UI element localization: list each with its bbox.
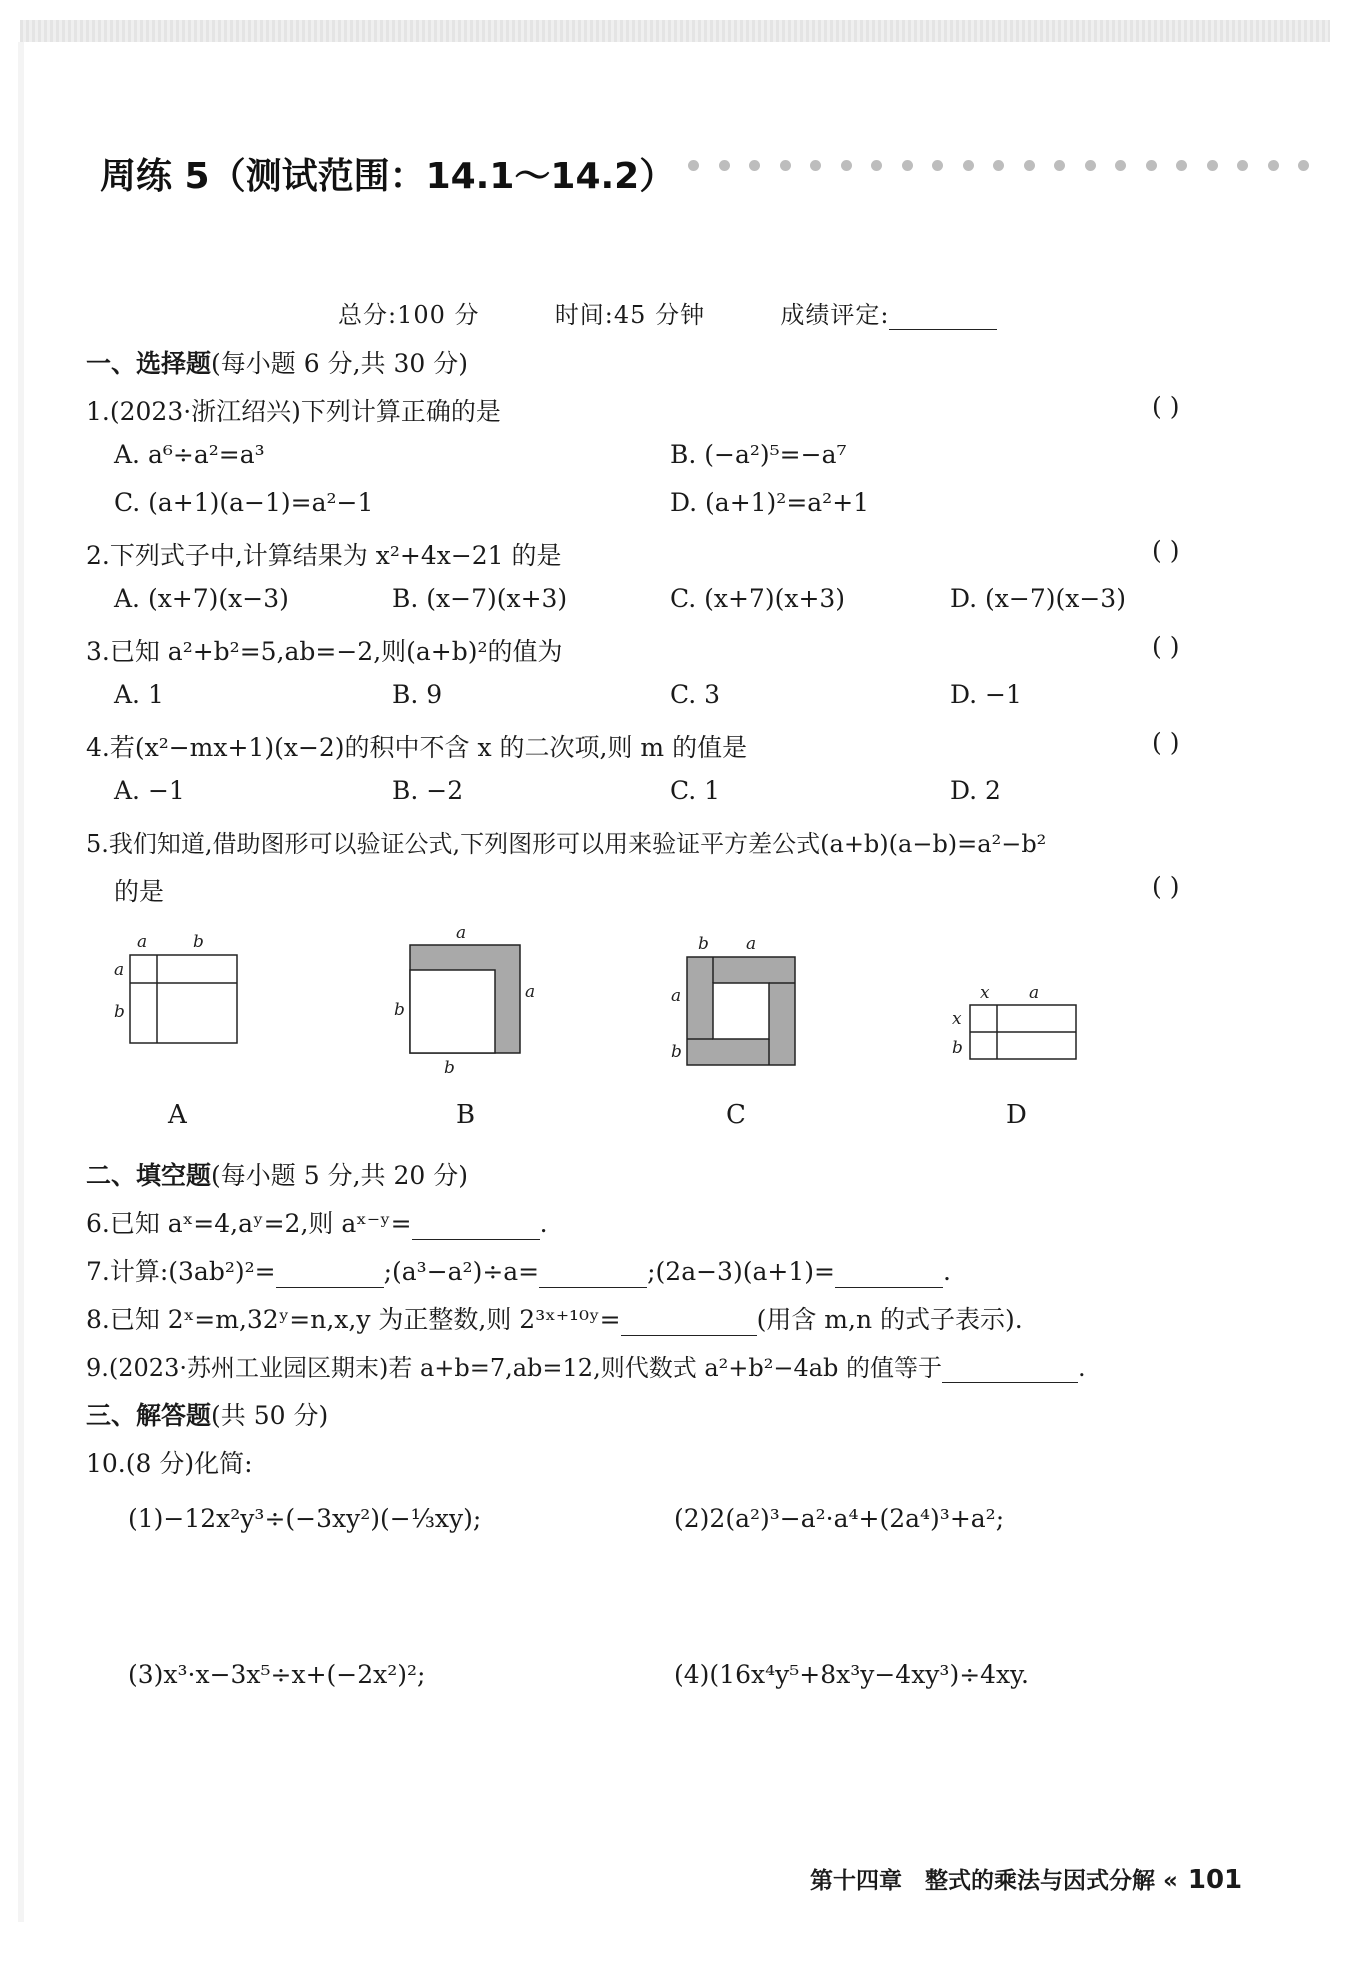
- scan-top-strip: [20, 20, 1330, 42]
- question-10-part-2: (2)2(a²)³−a²·a⁴+(2a⁴)³+a²;: [674, 1504, 1005, 1533]
- figure-a[interactable]: [114, 932, 237, 1043]
- figure-b-label-left-b: b: [394, 1000, 405, 1020]
- question-3-stem: 3.已知 a²+b²=5,ab=−2,则(a+b)²的值为: [86, 637, 563, 666]
- figure-b-label-bottom-b: b: [444, 1058, 455, 1075]
- question-7-blank-1[interactable]: [276, 1261, 384, 1288]
- figure-b[interactable]: [394, 925, 535, 1075]
- grade-label: 成绩评定:: [780, 301, 890, 329]
- question-3-option-a[interactable]: A. 1: [114, 680, 164, 709]
- question-5-figures: [100, 925, 1140, 1075]
- question-2-option-d[interactable]: D. (x−7)(x−3): [950, 584, 1126, 613]
- question-3-option-b[interactable]: B. 9: [392, 680, 443, 709]
- figure-a-label-left-b: b: [114, 1002, 125, 1022]
- question-1-option-b[interactable]: B. (−a²)⁵=−a⁷: [670, 440, 847, 469]
- score-line: [338, 295, 997, 330]
- question-4-option-a[interactable]: A. −1: [114, 776, 185, 805]
- answer-paren-5[interactable]: ( ): [1152, 872, 1180, 901]
- question-3-option-d[interactable]: D. −1: [950, 680, 1022, 709]
- question-8: 8.已知 2ˣ=m,32ʸ=n,x,y 为正整数,则 2³ˣ⁺¹⁰ʸ= (用含 m,n 的式子表示).: [86, 1305, 1023, 1334]
- answer-paren-3[interactable]: ( ): [1152, 632, 1180, 661]
- time-limit: 时间:45 分钟: [554, 301, 706, 329]
- figure-c-label-top-a: a: [746, 934, 757, 954]
- question-4-option-c[interactable]: C. 1: [670, 776, 721, 805]
- question-1-option-a[interactable]: A. a⁶÷a²=a³: [114, 440, 265, 469]
- figure-c[interactable]: [671, 934, 795, 1065]
- title-dot-leader: [688, 160, 1309, 171]
- question-2-stem: 2.下列式子中,计算结果为 x²+4x−21 的是: [86, 541, 562, 570]
- question-5-stem-continued: 的是: [114, 877, 165, 906]
- scan-left-edge: [18, 42, 24, 1922]
- question-9-blank[interactable]: [942, 1357, 1078, 1383]
- question-9: 9.(2023·苏州工业园区期末)若 a+b=7,ab=12,则代数式 a²+b²−4ab 的值等于 .: [86, 1354, 1086, 1382]
- question-7-blank-3[interactable]: [835, 1261, 943, 1288]
- figure-d[interactable]: [952, 983, 1076, 1059]
- figure-b-caption[interactable]: B: [456, 1100, 476, 1130]
- question-1-option-c[interactable]: C. (a+1)(a−1)=a²−1: [114, 488, 374, 517]
- question-10-part-3: (3)x³·x−3x⁵÷x+(−2x²)²;: [128, 1660, 426, 1689]
- question-4-stem: 4.若(x²−mx+1)(x−2)的积中不含 x 的二次项,则 m 的值是: [86, 733, 748, 762]
- section-1-heading: 一、选择题(每小题 6 分,共 30 分): [86, 349, 468, 378]
- question-6-blank[interactable]: [412, 1213, 540, 1240]
- grade-blank[interactable]: [889, 304, 997, 330]
- figure-a-label-top-b: b: [193, 932, 204, 952]
- question-4-option-b[interactable]: B. −2: [392, 776, 464, 805]
- figure-d-label-top-a: a: [1029, 983, 1040, 1003]
- figure-d-caption[interactable]: D: [1006, 1100, 1027, 1130]
- answer-paren-4[interactable]: ( ): [1152, 728, 1180, 757]
- figure-c-label-left-a: a: [671, 986, 682, 1006]
- question-10-part-4: (4)(16x⁴y⁵+8x³y−4xy³)÷4xy.: [674, 1660, 1029, 1689]
- page-footer: [810, 1862, 1242, 1895]
- question-5-stem: 5.我们知道,借助图形可以验证公式,下列图形可以用来验证平方差公式(a+b)(a−b)=a²−b²: [86, 830, 1047, 858]
- question-10-part-1: (1)−12x²y³÷(−3xy²)(−⅓xy);: [128, 1504, 482, 1533]
- question-2-option-c[interactable]: C. (x+7)(x+3): [670, 584, 846, 613]
- question-2-option-b[interactable]: B. (x−7)(x+3): [392, 584, 568, 613]
- figure-d-label-top-x: x: [980, 983, 990, 1003]
- answer-paren-2[interactable]: ( ): [1152, 536, 1180, 565]
- question-1-option-d[interactable]: D. (a+1)²=a²+1: [670, 488, 870, 517]
- figure-a-label-top-a: a: [137, 932, 148, 952]
- page-number: 101: [1187, 1865, 1243, 1895]
- chapter-title: 第十四章 整式的乘法与因式分解 «: [810, 1868, 1178, 1894]
- figure-b-label-right-a: a: [525, 982, 536, 1002]
- figure-c-caption[interactable]: C: [726, 1100, 746, 1130]
- section-2-heading: 二、填空题(每小题 5 分,共 20 分): [86, 1161, 468, 1190]
- figure-a-caption[interactable]: A: [168, 1100, 187, 1130]
- question-3-option-c[interactable]: C. 3: [670, 680, 721, 709]
- page-title: 周练 5（测试范围：14.1～14.2）: [100, 156, 676, 197]
- question-4-option-d[interactable]: D. 2: [950, 776, 1001, 805]
- figure-d-label-left-x: x: [952, 1009, 962, 1029]
- question-7-blank-2[interactable]: [539, 1261, 647, 1288]
- section-3-heading: 三、解答题(共 50 分): [86, 1401, 329, 1430]
- question-10-stem: 10.(8 分)化简:: [86, 1449, 253, 1478]
- question-6: 6.已知 aˣ=4,aʸ=2,则 aˣ⁻ʸ= .: [86, 1209, 548, 1238]
- total-score: 总分:100 分: [338, 301, 480, 329]
- figure-b-label-top-a: a: [456, 925, 467, 943]
- question-8-blank[interactable]: [621, 1309, 757, 1336]
- answer-paren-1[interactable]: ( ): [1152, 392, 1180, 421]
- question-1-stem: 1.(2023·浙江绍兴)下列计算正确的是: [86, 397, 501, 426]
- figure-c-label-top-b: b: [698, 934, 709, 954]
- question-7: 7.计算:(3ab²)²= ;(a³−a²)÷a= ;(2a−3)(a+1)= .: [86, 1257, 951, 1286]
- figure-d-label-left-b: b: [952, 1038, 963, 1058]
- figure-c-label-left-b: b: [671, 1042, 682, 1062]
- question-2-option-a[interactable]: A. (x+7)(x−3): [114, 584, 289, 613]
- figure-a-label-left-a: a: [114, 960, 125, 980]
